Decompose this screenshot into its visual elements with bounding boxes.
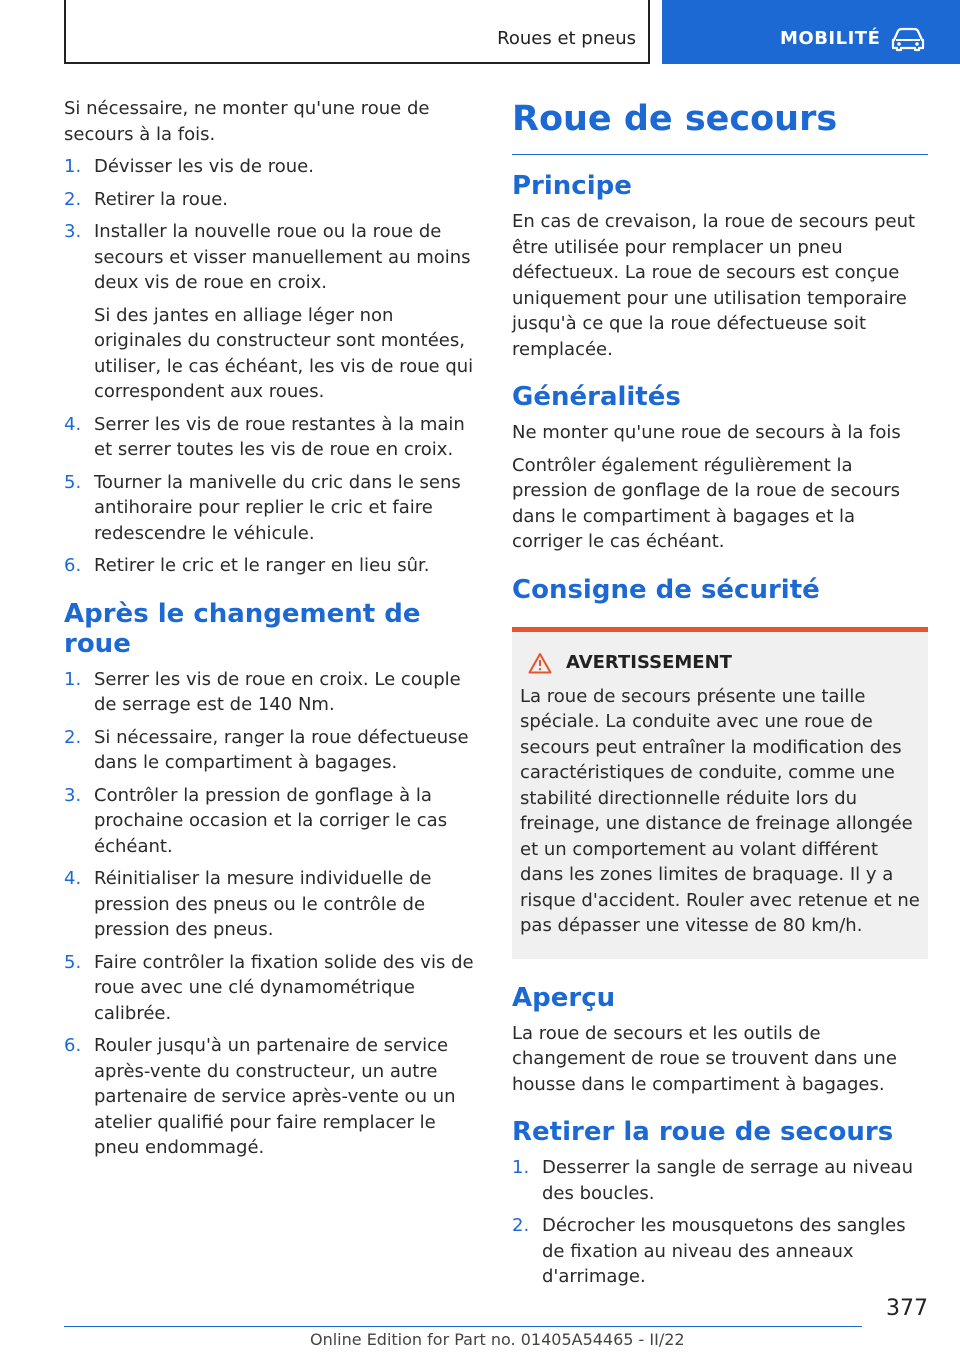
generalites-text-1: Ne monter qu'une roue de secours à la fois bbox=[512, 422, 901, 443]
step-number: 5. bbox=[64, 951, 82, 973]
intro-text: Si nécessaire, ne monter qu'une roue de secours à la fois. bbox=[64, 98, 430, 145]
list-item bbox=[64, 866, 478, 943]
steps-list bbox=[64, 154, 478, 579]
header-section-box bbox=[64, 0, 650, 64]
list-item bbox=[64, 783, 478, 860]
section-heading-generalites: Généralités bbox=[512, 382, 681, 412]
section-heading-after-change: Après le changement de roue bbox=[64, 598, 421, 659]
footer-divider bbox=[64, 1326, 862, 1327]
header-chapter-title: MOBILITÉ bbox=[780, 28, 881, 49]
step-number: 4. bbox=[64, 868, 82, 889]
section-heading-principe: Principe bbox=[512, 171, 632, 201]
step-text: Retirer le cric et le ranger en lieu sûr. bbox=[94, 555, 430, 576]
principe-text: En cas de crevaison, la roue de secours peut être utilisée pour remplacer un pneu défectueux. La roue de secours est conçue uniquement pour une utilisation temporaire jusqu'à ce que la roue défectueuse soit remplacée. bbox=[512, 211, 916, 360]
step-text: Dévisser les vis de roue. bbox=[94, 156, 314, 177]
warning-title: AVERTISSEMENT bbox=[566, 651, 732, 673]
apercu-text: La roue de secours et les outils de changement de roue se trouvent dans une housse dans le compartiment à bagages. bbox=[512, 1022, 897, 1095]
section-heading-consigne: Consigne de sécurité bbox=[512, 574, 820, 605]
car-icon bbox=[890, 26, 926, 52]
step-number: 2. bbox=[64, 726, 82, 748]
list-item bbox=[64, 470, 478, 547]
step-text: Rouler jusqu'à un partenaire de service après-vente du constructeur, un autre partenaire de service après-vente ou un atelier qualifié pour faire remplacer le pneu endommagé. bbox=[94, 1035, 456, 1158]
step-number: 1. bbox=[64, 156, 82, 177]
step-text: Serrer les vis de roue restantes à la main et serrer toutes les vis de roue en croix. bbox=[94, 413, 465, 460]
page-title: Roue de secours bbox=[512, 96, 928, 155]
step-number: 4. bbox=[64, 413, 82, 435]
step-text: Réinitialiser la mesure individuelle de pression des pneus ou le contrôle de pression des pneus. bbox=[94, 868, 432, 940]
header-chapter-tab bbox=[662, 0, 960, 64]
list-item bbox=[512, 1213, 928, 1290]
list-item bbox=[64, 154, 478, 180]
list-item bbox=[64, 412, 478, 463]
page-number: 377 bbox=[886, 1296, 928, 1321]
retirer-steps-list bbox=[512, 1155, 928, 1290]
list-item bbox=[64, 219, 478, 405]
warning-triangle-icon bbox=[528, 652, 552, 674]
step-number: 5. bbox=[64, 471, 82, 493]
list-item bbox=[64, 553, 478, 579]
step-text: Faire contrôler la fixation solide des vis de roue avec une clé dynamométrique calibrée. bbox=[94, 951, 474, 1024]
step-number: 1. bbox=[512, 1157, 530, 1178]
list-item bbox=[512, 1155, 928, 1206]
footer-edition: Online Edition for Part no. 01405A54465 - II/22 bbox=[310, 1330, 685, 1349]
step-text: Desserrer la sangle de serrage au niveau des boucles. bbox=[542, 1157, 913, 1204]
step-number: 3. bbox=[64, 221, 82, 242]
right-column bbox=[512, 96, 928, 1297]
step-text: Serrer les vis de roue en croix. Le couple de serrage est de 140 Nm. bbox=[94, 668, 461, 715]
step-number: 2. bbox=[64, 188, 82, 210]
warning-header bbox=[520, 652, 920, 678]
warning-box bbox=[512, 627, 928, 959]
step-number: 2. bbox=[512, 1215, 530, 1236]
list-item bbox=[64, 725, 478, 776]
warning-text: La roue de secours présente une taille spéciale. La conduite avec une roue de secours peut entraîner la modification des caractéristiques de conduite, comme une stabilité directionnelle réduite lors du freinage, une distance de freinage allongée et un comportement au volant différent dans les zones limites de braquage. Il y a risque d'accident. Rouler avec retenue et ne pas dépasser une vitesse de 80 km/h. bbox=[520, 685, 920, 936]
left-column bbox=[64, 96, 478, 1168]
step-number: 6. bbox=[64, 555, 82, 576]
section-heading-retirer: Retirer la roue de secours bbox=[512, 1117, 894, 1147]
step-text: Tourner la manivelle du cric dans le sens antihoraire pour replier le cric et faire redescendre le véhicule. bbox=[94, 471, 461, 544]
step-number: 1. bbox=[64, 668, 82, 690]
step-number: 3. bbox=[64, 784, 82, 806]
step-text: Décrocher les mousquetons des sangles de fixation au niveau des anneaux d'arrimage. bbox=[542, 1215, 906, 1287]
generalites-text-2: Contrôler également régulièrement la pression de gonflage de la roue de secours dans le compartiment à bagages et la corriger le cas échéant. bbox=[512, 454, 901, 552]
list-item bbox=[64, 187, 478, 213]
section-heading-apercu: Aperçu bbox=[512, 982, 616, 1013]
header-section-title: Roues et pneus bbox=[497, 28, 636, 49]
step-number: 6. bbox=[64, 1035, 82, 1056]
list-item bbox=[64, 1033, 478, 1161]
step-text: Si nécessaire, ranger la roue défectueuse dans le compartiment à bagages. bbox=[94, 726, 469, 773]
step-text: Contrôler la pression de gonflage à la prochaine occasion et la corriger le cas échéant. bbox=[94, 784, 448, 857]
step-text: Retirer la roue. bbox=[94, 188, 229, 210]
list-item bbox=[64, 667, 478, 718]
after-steps-list bbox=[64, 667, 478, 1161]
list-item bbox=[64, 950, 478, 1027]
step-subtext: Si des jantes en alliage léger non originales du constructeur sont montées, utiliser, le cas échéant, les vis de roue qui correspondent aux roues. bbox=[94, 304, 474, 402]
step-text: Installer la nouvelle roue ou la roue de secours et visser manuellement au moins deux vis de roue en croix. bbox=[94, 221, 471, 293]
